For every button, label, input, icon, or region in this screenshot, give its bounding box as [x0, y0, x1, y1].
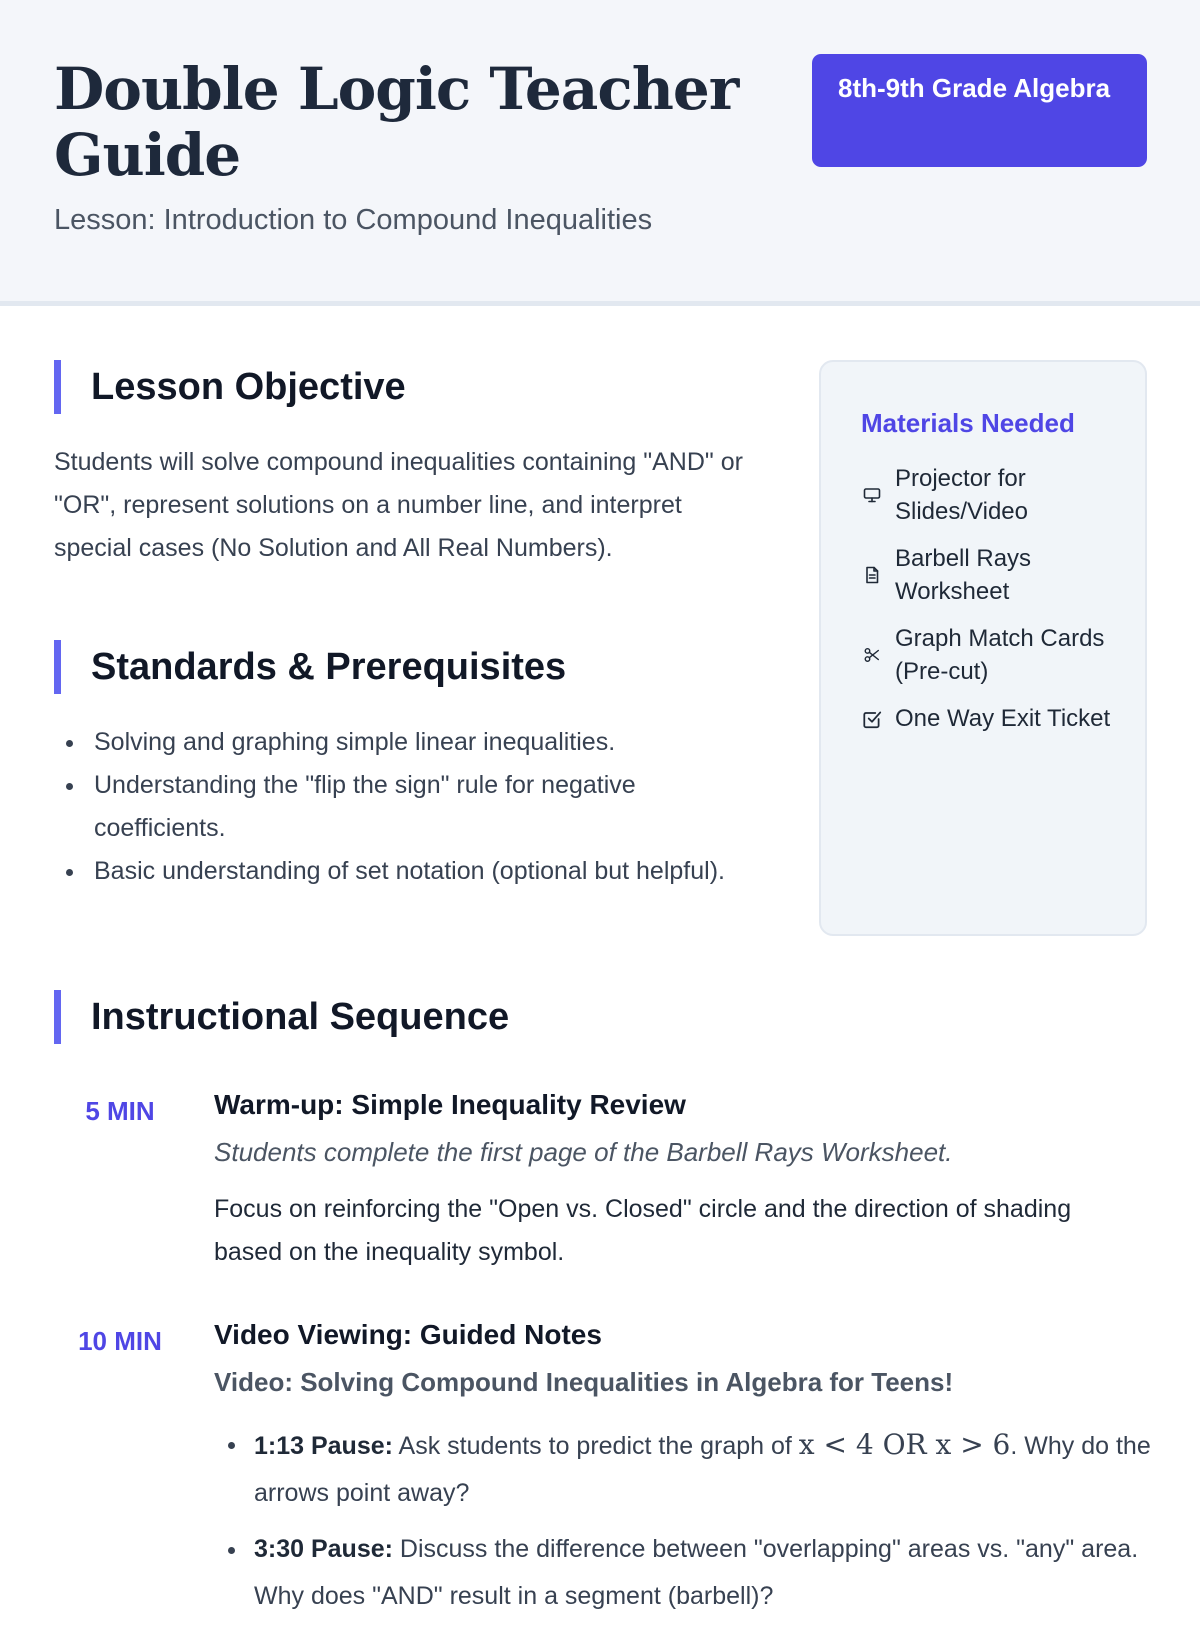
step-description: Focus on reinforcing the "Open vs. Closed" circle and the direction of shading based on the inequality symbol. [214, 1195, 1072, 1266]
lesson-subtitle: Lesson: Introduction to Compound Inequalities [54, 204, 653, 236]
document-icon [861, 564, 883, 586]
note-text: . Why do the arrows point away? [254, 1432, 1151, 1507]
objective-heading: Lesson Objective [54, 360, 406, 414]
material-label: Projector for Slides/Video [895, 465, 1028, 525]
prerequisites-heading: Standards & Prerequisites [54, 640, 566, 694]
step-subtitle: Students complete the first page of the Barbell Rays Worksheet. [214, 1137, 953, 1167]
material-label: Barbell Rays Worksheet [895, 545, 1032, 605]
video-title: Video: Solving Compound Inequalities in Algebra for Teens! [214, 1367, 954, 1397]
material-item-projector [861, 462, 1131, 528]
scissors-icon [861, 644, 883, 666]
material-item-worksheet [861, 542, 1131, 608]
grade-badge: 8th-9th Grade Algebra [812, 54, 1147, 167]
materials-heading: Materials Needed [861, 408, 1075, 438]
inequality-expression: x < 4 OR x > 6 [798, 1428, 1011, 1461]
material-item-exit-ticket [861, 702, 1131, 735]
note-text: Discuss the difference between "overlapping" areas vs. "any" area. Why does "AND" result in a segment (barbell)? [254, 1535, 1139, 1610]
video-notes-list [214, 1421, 1154, 1629]
step-title: Warm-up: Simple Inequality Review [214, 1089, 686, 1120]
material-item-cards [861, 622, 1131, 688]
objective-text: Students will solve compound inequalities containing "AND" or "OR", represent solutions on a number line, and interpret special cases (No Solution and All Real Numbers). [54, 448, 743, 562]
material-label: One Way Exit Ticket [895, 705, 1111, 732]
projector-icon [861, 484, 883, 506]
step-title: Video Viewing: Guided Notes [214, 1319, 602, 1350]
list-item: Understanding the "flip the sign" rule for negative coefficients. [54, 764, 754, 850]
pause-label: 3:30 Pause: [254, 1535, 393, 1563]
list-item [214, 1526, 1154, 1620]
list-item [214, 1421, 1154, 1517]
material-label: Graph Match Cards (Pre-cut) [895, 625, 1105, 685]
list-item: Solving and graphing simple linear inequalities. [54, 721, 754, 764]
list-item: Basic understanding of set notation (optional but helpful). [54, 850, 754, 893]
step-duration: 10 MIN [78, 1326, 162, 1356]
materials-card [819, 360, 1147, 936]
page-header [0, 0, 1200, 306]
prerequisites-list [54, 721, 754, 893]
checkbox-icon [861, 708, 883, 730]
note-text: Ask students to predict the graph of [398, 1432, 792, 1460]
sequence-heading: Instructional Sequence [54, 990, 509, 1044]
page-title: Double Logic Teacher Guide [54, 55, 739, 189]
step-duration: 5 MIN [85, 1096, 155, 1126]
pause-label: 1:13 Pause: [254, 1432, 393, 1460]
